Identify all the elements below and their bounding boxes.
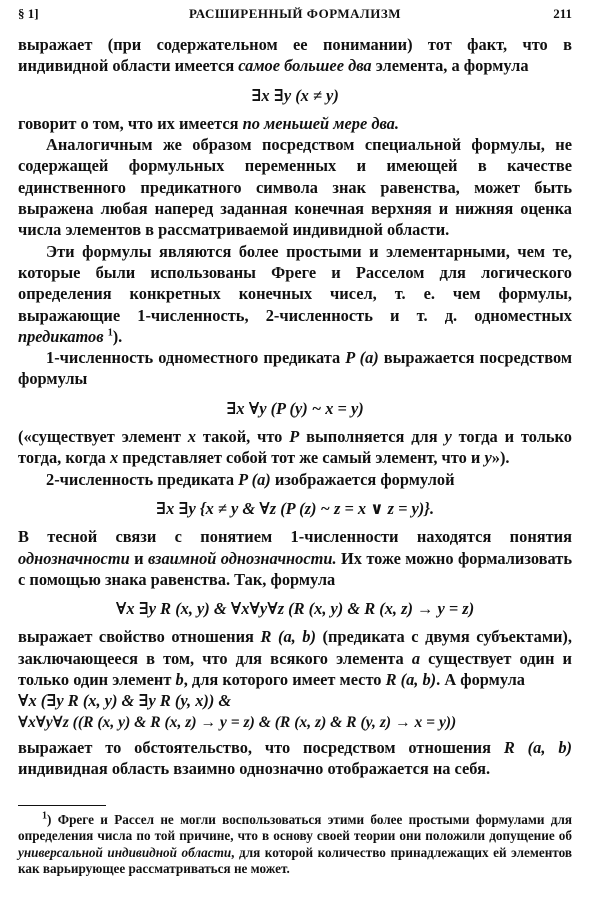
formula-two-numerosity: ∃x ∃y {x ≠ y & ∀z (P (z) ~ z = x ∨ z = y)}. — [155, 498, 435, 518]
paragraph: Эти формулы являются более простыми и элементарными, чем те, которые были использованы Фреге и Расселом для логического определения конкретных конечных чисел, т. е. чем формулы, выражающие 1-численность, 2-численность и т. д. одноместных предикатов $^1$). — [18, 241, 572, 346]
paragraph: («существует элемент x такой, что P выполняется для y тогда и только тогда, когда x представляет собой тот же самый элемент, что и y»). — [18, 427, 572, 468]
paragraph: 1-численность одноместного предиката P (a) выражается посредством формулы — [18, 348, 572, 389]
section-marker: § 1] — [18, 6, 39, 21]
footnote: $^1$) Фреге и Рассел не могли воспользоваться этими более простыми формулами для определения числа по той причине, что в основу своей теории они положили допущение об универсальной индивидной области, для которой количество принадлежащих ей элементов как варьирующее рассматриваться не может. — [18, 810, 572, 877]
paragraph: В тесной связи с понятием 1-численности находятся понятия однозначности и взаимной однозначности. Их тоже можно формализовать с помощью знака равенства. Так, формула — [18, 527, 572, 589]
footnote-divider — [18, 805, 106, 806]
emphasis: взаимной однозначности. — [147, 548, 337, 568]
paragraph: выражает то обстоятельство, что посредством отношения R (a, b) индивидная область взаимно однозначно отображается на себя. — [18, 737, 572, 779]
formula-univalence: ∀x ∃y R (x, y) & ∀x∀y∀z (R (x, y) & R (x, z) → y = z) — [115, 599, 475, 619]
emphasis: однозначности — [18, 548, 130, 568]
emphasis: самое большее два — [238, 56, 372, 76]
paragraph: 2-численность предиката P (a) изображается формулой — [46, 469, 455, 489]
page-number: 211 — [553, 6, 572, 21]
running-title: РАСШИРЕННЫЙ ФОРМАЛИЗМ — [189, 6, 401, 21]
formula-bijection-line-2: ∀x∀y∀z ((R (x, y) & R (x, z) → y = z) & (R (x, z) & R (y, z) → x = y)) — [18, 713, 457, 731]
formula-one-numerosity: ∃x ∀y (P (y) ~ x = y) — [226, 398, 364, 418]
paragraph: выражает (при содержательном ее понимании) тот факт, что в индивидной области имеется самое большее два элемента, а формула — [18, 35, 572, 76]
emphasis: универсальной индивидной области — [18, 844, 232, 860]
emphasis: предикатов — [18, 326, 104, 346]
running-header — [18, 6, 572, 22]
footnote-ref[interactable]: 1 — [107, 327, 113, 339]
emphasis: по меньшей мере два. — [242, 113, 399, 133]
paragraph: выражает свойство отношения R (a, b) (предиката с двумя субъектами), заключающееся в том, что для всякого элемента a существует один и только один элемент b, для которого имеет место R (a, b). А формула — [18, 627, 572, 690]
formula-at-least-two: ∃x ∃y (x ≠ y) — [251, 85, 339, 105]
paragraph: Аналогичным же образом посредством специальной формулы, не содержащей формульных переменных и имеющей в качестве единственного предикатного символа знак равенства, может быть выражена любая наперед заданная конечная верхняя и нижняя оценка числа элементов в рассматриваемой индивидной области. — [18, 135, 572, 240]
paragraph: говорит о том, что их имеется по меньшей мере два. — [18, 113, 399, 133]
footnote-marker: 1 — [42, 810, 47, 822]
page-body — [18, 34, 572, 780]
formula-bijection-line-1: ∀x (∃y R (x, y) & ∃y R (y, x)) & — [18, 691, 232, 711]
